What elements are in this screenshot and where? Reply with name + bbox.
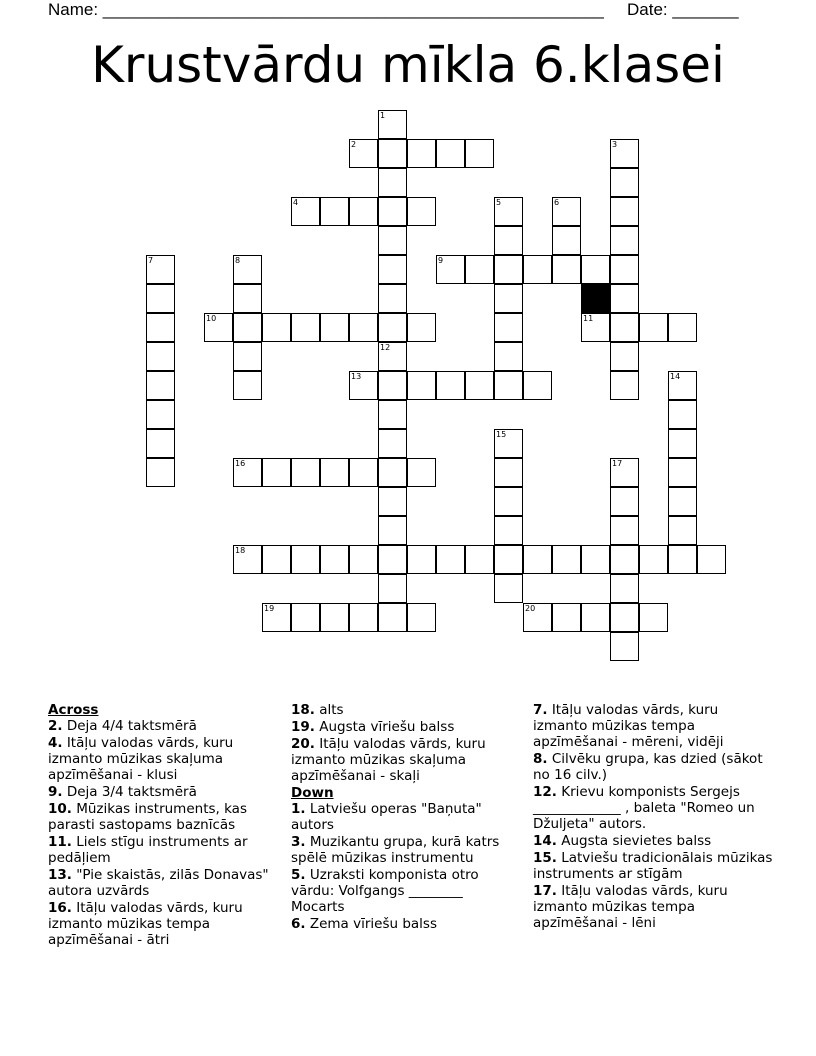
grid-cell[interactable]	[146, 371, 175, 400]
clue-across-19	[291, 719, 519, 735]
clue-number: 15.	[533, 850, 557, 866]
cell-number: 20	[525, 604, 536, 613]
grid-cell[interactable]	[378, 139, 407, 168]
clue-down-8	[533, 751, 773, 783]
grid-cell[interactable]	[610, 574, 639, 603]
name-field-line: Name: _____________________________________________________	[48, 0, 604, 19]
grid-cell[interactable]	[378, 458, 407, 487]
grid-cell[interactable]	[552, 255, 581, 284]
grid-cell[interactable]	[610, 284, 639, 313]
grid-cell[interactable]	[494, 574, 523, 603]
grid-cell[interactable]	[494, 197, 523, 226]
grid-cell[interactable]	[494, 545, 523, 574]
grid-cell[interactable]	[233, 545, 262, 574]
grid-cell[interactable]	[436, 139, 465, 168]
clue-down-7	[533, 702, 773, 750]
cell-number: 9	[438, 256, 444, 265]
clue-text: Mūzikas instruments, kas parasti sastopams baznīcās	[48, 801, 247, 833]
page-title: Krustvārdu mīkla 6.klasei	[91, 36, 725, 94]
clue-down-17	[533, 883, 773, 931]
clue-text: Cilvēku grupa, kas dzied (sākot no 16 cilv.)	[533, 751, 763, 783]
grid-cell[interactable]	[262, 603, 291, 632]
grid-cell[interactable]	[639, 313, 668, 342]
date-field-line: Date: _______	[627, 0, 739, 19]
across-heading: Across	[48, 702, 99, 718]
cell-number: 5	[496, 198, 502, 207]
clue-number: 3.	[291, 834, 306, 850]
clue-text: Muzikantu grupa, kurā katrs spēlē mūzikas instrumentu	[291, 834, 500, 866]
clue-text: Itāļu valodas vārds, kuru izmanto mūzikas tempa apzīmēšanai - ātri	[48, 900, 243, 948]
clue-down-1	[291, 801, 519, 833]
clue-number: 13.	[48, 867, 72, 883]
grid-cell[interactable]	[668, 458, 697, 487]
grid-cell[interactable]	[407, 458, 436, 487]
clue-number: 20.	[291, 736, 315, 752]
clue-number: 8.	[533, 751, 548, 767]
grid-cell[interactable]	[378, 545, 407, 574]
grid-cell[interactable]	[146, 255, 175, 284]
cell-number: 3	[612, 140, 618, 149]
clue-text: Itāļu valodas vārds, kuru izmanto mūzikas tempa apzīmēšanai - lēni	[533, 883, 728, 931]
cell-number: 11	[583, 314, 594, 323]
grid-cell[interactable]	[668, 313, 697, 342]
grid-cell[interactable]	[378, 574, 407, 603]
grid-cell[interactable]	[146, 342, 175, 371]
grid-cell[interactable]	[320, 197, 349, 226]
grid-cell[interactable]	[146, 458, 175, 487]
grid-cell[interactable]	[407, 139, 436, 168]
grid-cell[interactable]	[378, 284, 407, 313]
grid-cell[interactable]	[465, 139, 494, 168]
clue-number: 17.	[533, 883, 557, 899]
grid-cell[interactable]	[407, 313, 436, 342]
grid-cell[interactable]	[552, 197, 581, 226]
cell-number: 15	[496, 430, 507, 439]
grid-cell[interactable]	[262, 545, 291, 574]
clue-across-4	[48, 735, 276, 783]
grid-cell[interactable]	[291, 197, 320, 226]
clues-column-1	[48, 702, 276, 949]
clue-across-16	[48, 900, 276, 948]
grid-cell[interactable]	[668, 545, 697, 574]
grid-cell[interactable]	[378, 487, 407, 516]
grid-cell[interactable]	[610, 139, 639, 168]
grid-cell[interactable]	[262, 313, 291, 342]
grid-cell[interactable]	[233, 371, 262, 400]
down-heading: Down	[291, 785, 334, 801]
clue-down-15	[533, 850, 773, 882]
cell-number: 16	[235, 459, 246, 468]
cell-number: 2	[351, 140, 357, 149]
clue-across-18	[291, 702, 519, 718]
grid-cell[interactable]	[552, 545, 581, 574]
clue-text: Latviešu tradicionālais mūzikas instruments ar stīgām	[533, 850, 773, 882]
clue-text: Augsta sievietes balss	[561, 833, 712, 849]
clue-number: 11.	[48, 834, 72, 850]
grid-cell[interactable]	[320, 458, 349, 487]
clue-number: 14.	[533, 833, 557, 849]
grid-cell[interactable]	[146, 400, 175, 429]
grid-cell[interactable]	[407, 603, 436, 632]
clue-text: Uzraksti komponista otro vārdu: Volfgangs ________ Mocarts	[291, 867, 479, 915]
grid-cell[interactable]	[320, 603, 349, 632]
grid-cell[interactable]	[552, 226, 581, 255]
clue-number: 1.	[291, 801, 306, 817]
clues-column-3	[533, 702, 773, 932]
cell-number: 17	[612, 459, 623, 468]
grid-cell[interactable]	[378, 400, 407, 429]
grid-cell[interactable]	[378, 197, 407, 226]
grid-cell[interactable]	[610, 458, 639, 487]
grid-cell[interactable]	[349, 197, 378, 226]
clue-across-10	[48, 801, 276, 833]
clue-number: 12.	[533, 784, 557, 800]
grid-cell[interactable]	[523, 371, 552, 400]
grid-cell[interactable]	[697, 545, 726, 574]
cell-number: 1	[380, 111, 386, 120]
grid-cell[interactable]	[668, 371, 697, 400]
clue-across-9	[48, 784, 276, 800]
grid-cell[interactable]	[494, 458, 523, 487]
clue-text: Latviešu operas "Baņuta" autors	[291, 801, 482, 833]
grid-cell[interactable]	[291, 458, 320, 487]
grid-cell[interactable]	[378, 313, 407, 342]
grid-cell[interactable]	[581, 255, 610, 284]
cell-number: 7	[148, 256, 154, 265]
cell-number: 14	[670, 372, 681, 381]
grid-cell[interactable]	[349, 545, 378, 574]
clue-text: alts	[319, 702, 344, 718]
grid-cell[interactable]	[436, 371, 465, 400]
clue-text: Liels stīgu instruments ar pedāļiem	[48, 834, 248, 866]
grid-cell[interactable]	[146, 313, 175, 342]
clue-number: 10.	[48, 801, 72, 817]
grid-cell[interactable]	[146, 284, 175, 313]
grid-cell[interactable]	[494, 516, 523, 545]
grid-cell[interactable]	[378, 342, 407, 371]
cell-number: 4	[293, 198, 299, 207]
grid-cell[interactable]	[233, 313, 262, 342]
clue-text: Krievu komponists Sergejs _____________ , baleta "Romeo un Džuljeta" autors.	[533, 784, 755, 832]
grid-cell[interactable]	[523, 603, 552, 632]
grid-cell[interactable]	[349, 458, 378, 487]
grid-cell[interactable]	[407, 197, 436, 226]
grid-cell[interactable]	[204, 313, 233, 342]
cell-number: 12	[380, 343, 391, 352]
clue-text: Deja 3/4 taktsmērā	[66, 784, 197, 800]
grid-cell[interactable]	[610, 168, 639, 197]
grid-cell[interactable]	[291, 545, 320, 574]
clue-across-20	[291, 736, 519, 784]
grid-cell[interactable]	[378, 110, 407, 139]
grid-cell[interactable]	[436, 545, 465, 574]
clue-text: Zema vīriešu balss	[309, 916, 437, 932]
clue-text: Itāļu valodas vārds, kuru izmanto mūzikas tempa apzīmēšanai - mēreni, vidēji	[533, 702, 724, 750]
clue-number: 4.	[48, 735, 63, 751]
grid-cell[interactable]	[668, 516, 697, 545]
clue-text: Augsta vīriešu balss	[319, 719, 455, 735]
grid-cell[interactable]	[378, 516, 407, 545]
grid-cell[interactable]	[494, 284, 523, 313]
clue-number: 9.	[48, 784, 63, 800]
clues-column-2	[291, 702, 519, 933]
grid-cell[interactable]	[610, 632, 639, 661]
grid-cell[interactable]	[610, 603, 639, 632]
clue-down-3	[291, 834, 519, 866]
clue-number: 2.	[48, 718, 63, 734]
grid-cell[interactable]	[610, 371, 639, 400]
cell-number: 10	[206, 314, 217, 323]
grid-cell[interactable]	[146, 429, 175, 458]
cell-number: 19	[264, 604, 275, 613]
grid-cell[interactable]	[465, 255, 494, 284]
grid-cell[interactable]	[233, 255, 262, 284]
clue-number: 16.	[48, 900, 72, 916]
clue-number: 19.	[291, 719, 315, 735]
grid-cell[interactable]	[407, 371, 436, 400]
grid-cell[interactable]	[378, 226, 407, 255]
clue-down-6	[291, 916, 519, 932]
grid-cell[interactable]	[523, 255, 552, 284]
grid-cell[interactable]	[320, 313, 349, 342]
grid-cell[interactable]	[494, 371, 523, 400]
grid-cell[interactable]	[610, 516, 639, 545]
grid-cell[interactable]	[378, 371, 407, 400]
cell-number: 6	[554, 198, 560, 207]
black-cell	[581, 284, 610, 313]
grid-cell[interactable]	[581, 545, 610, 574]
grid-cell[interactable]	[639, 545, 668, 574]
grid-cell[interactable]	[523, 545, 552, 574]
grid-cell[interactable]	[291, 603, 320, 632]
clue-text: Deja 4/4 taktsmērā	[66, 718, 197, 734]
grid-cell[interactable]	[610, 342, 639, 371]
clue-down-14	[533, 833, 773, 849]
clue-down-5	[291, 867, 519, 915]
grid-cell[interactable]	[436, 255, 465, 284]
cell-number: 13	[351, 372, 362, 381]
grid-cell[interactable]	[494, 429, 523, 458]
grid-cell[interactable]	[494, 255, 523, 284]
grid-cell[interactable]	[465, 545, 494, 574]
grid-cell[interactable]	[610, 197, 639, 226]
clue-down-12	[533, 784, 773, 832]
grid-cell[interactable]	[262, 458, 291, 487]
clue-number: 18.	[291, 702, 315, 718]
cell-number: 18	[235, 546, 246, 555]
grid-cell[interactable]	[494, 226, 523, 255]
grid-cell[interactable]	[610, 545, 639, 574]
grid-cell[interactable]	[349, 371, 378, 400]
clue-number: 7.	[533, 702, 548, 718]
grid-cell[interactable]	[378, 603, 407, 632]
clue-across-13	[48, 867, 276, 899]
grid-cell[interactable]	[320, 545, 349, 574]
grid-cell[interactable]	[349, 139, 378, 168]
grid-cell[interactable]	[349, 603, 378, 632]
grid-cell[interactable]	[610, 255, 639, 284]
cell-number: 8	[235, 256, 241, 265]
grid-cell[interactable]	[552, 603, 581, 632]
grid-cell[interactable]	[610, 487, 639, 516]
grid-cell[interactable]	[349, 313, 378, 342]
grid-cell[interactable]	[668, 429, 697, 458]
clue-across-2	[48, 718, 276, 734]
grid-cell[interactable]	[581, 603, 610, 632]
grid-cell[interactable]	[668, 400, 697, 429]
grid-cell[interactable]	[610, 226, 639, 255]
grid-cell[interactable]	[668, 487, 697, 516]
clue-number: 6.	[291, 916, 306, 932]
grid-cell[interactable]	[639, 603, 668, 632]
grid-cell[interactable]	[494, 487, 523, 516]
grid-cell[interactable]	[494, 313, 523, 342]
grid-cell[interactable]	[378, 255, 407, 284]
grid-cell[interactable]	[378, 429, 407, 458]
grid-cell[interactable]	[581, 313, 610, 342]
grid-cell[interactable]	[233, 342, 262, 371]
grid-cell[interactable]	[407, 545, 436, 574]
clue-text: Itāļu valodas vārds, kuru izmanto mūzikas skaļuma apzīmēšanai - skaļi	[291, 736, 486, 784]
clue-across-11	[48, 834, 276, 866]
grid-cell[interactable]	[233, 458, 262, 487]
grid-cell[interactable]	[378, 168, 407, 197]
grid-cell[interactable]	[610, 313, 639, 342]
clue-text: Itāļu valodas vārds, kuru izmanto mūzikas skaļuma apzīmēšanai - klusi	[48, 735, 234, 783]
grid-cell[interactable]	[465, 371, 494, 400]
clue-number: 5.	[291, 867, 306, 883]
clue-text: "Pie skaistās, zilās Donavas" autora uzvārds	[48, 867, 269, 899]
grid-cell[interactable]	[494, 342, 523, 371]
grid-cell[interactable]	[291, 313, 320, 342]
grid-cell[interactable]	[233, 284, 262, 313]
